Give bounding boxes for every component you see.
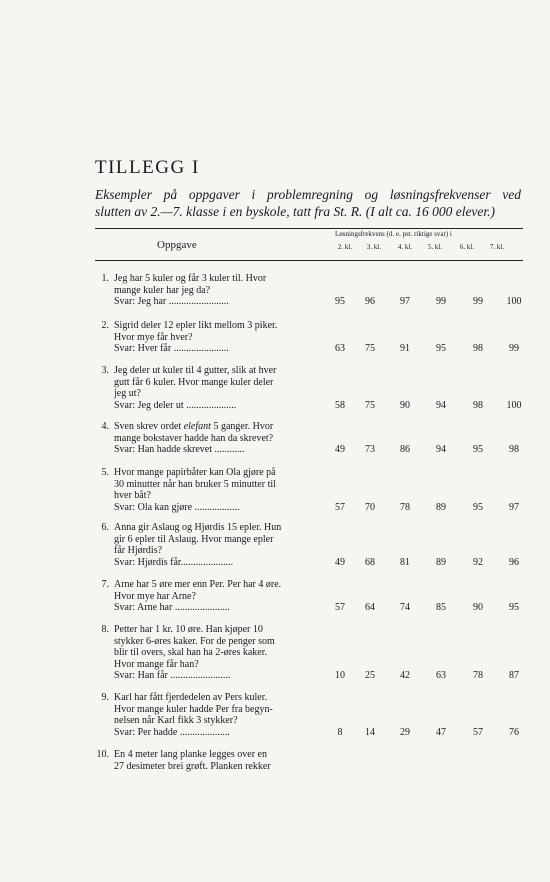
task-number: 7. <box>101 579 109 590</box>
frequency-value: 49 <box>335 556 345 568</box>
frequency-value: 63 <box>436 670 446 681</box>
header-bottom-rule <box>95 260 523 261</box>
task-line: Svar: Jeg har ........................ <box>114 296 229 307</box>
task-text <box>114 320 326 355</box>
frequency-value: 100 <box>506 296 522 307</box>
frequency-value: 98 <box>509 444 519 455</box>
task-line: blir til overs, skal han ha 2-øres kaker. <box>114 647 268 658</box>
frequency-value: 89 <box>436 501 446 513</box>
subtitle-line: Eksempler på oppgaver i problemregning og løsningsfrekvenser ved <box>95 187 521 202</box>
frequency-value: 97 <box>400 296 410 307</box>
task-text <box>114 692 326 738</box>
column-label-oppgave: Oppgave <box>157 239 197 251</box>
frequency-value: 74 <box>400 602 410 613</box>
frequency-value: 87 <box>509 670 519 681</box>
frequency-value: 95 <box>335 296 345 307</box>
frequency-value: 98 <box>473 399 483 411</box>
grade-header: 5. kl. <box>427 243 443 251</box>
task-number: 10. <box>96 749 109 760</box>
task-text <box>114 365 326 411</box>
frequency-value: 68 <box>365 556 375 568</box>
task-number: 4. <box>101 421 109 432</box>
task-line: Jeg har 5 kuler og får 3 kuler til. Hvor <box>114 273 267 284</box>
task-line: Hvor mye får hver? <box>114 331 193 343</box>
task-line: Svar: Hver får ...................... <box>114 343 229 354</box>
task-line: Jeg deler ut kuler til 4 gutter, slik at hver <box>114 365 277 376</box>
task-line: mange kuler har jeg da? <box>114 284 211 296</box>
subtitle-line: slutten av 2.—7. klasse i en byskole, tatt fra St. R. (I alt ca. 16 000 elever.) <box>95 204 496 219</box>
task-text <box>114 749 326 772</box>
task-line: 27 desimeter brei grøft. Planken rekker <box>114 760 271 772</box>
frequency-value: 57 <box>335 602 345 613</box>
frequency-value: 99 <box>509 343 519 354</box>
task-line: Svar: Per hadde .................... <box>114 726 230 738</box>
task-line: Hvor mye har Arne? <box>114 590 196 602</box>
grade-header: 7. kl. <box>489 243 505 251</box>
frequency-value: 94 <box>436 444 446 455</box>
task-line: Hvor mange papirbåter kan Ola gjøre på <box>114 467 276 478</box>
task-line: hver båt? <box>114 490 151 501</box>
frequency-value: 47 <box>436 726 446 738</box>
task-number: 8. <box>101 624 109 635</box>
task-line: Svar: Arne har ...................... <box>114 602 230 613</box>
task-text <box>114 273 326 308</box>
frequency-value: 92 <box>473 556 483 568</box>
frequency-value: 75 <box>365 399 375 411</box>
task-text <box>114 522 326 568</box>
page-title: TILLEGG I <box>95 157 200 178</box>
frequency-value: 57 <box>473 726 483 738</box>
frequency-value: 10 <box>335 670 345 681</box>
frequency-value: 100 <box>506 399 522 411</box>
frequency-value: 73 <box>365 444 375 455</box>
frequency-value: 76 <box>509 726 519 738</box>
frequency-value: 95 <box>436 343 446 354</box>
task-line: jeg ut? <box>114 388 141 399</box>
frequency-value: 57 <box>335 501 345 513</box>
task-line: stykker 6-øres kaker. For de penger som <box>114 635 275 647</box>
task-number: 5. <box>101 467 109 478</box>
task-line: 30 minutter når han bruker 5 minutter til <box>114 478 276 490</box>
task-text <box>114 579 326 614</box>
task-line: Svar: Han hadde skrevet ............ <box>114 444 245 455</box>
task-text <box>114 624 326 682</box>
task-line: Hvor mange får han? <box>114 658 199 670</box>
frequency-value: 25 <box>365 670 375 681</box>
frequency-value: 89 <box>436 556 446 568</box>
frequency-value: 95 <box>473 444 483 455</box>
grade-header: 6. kl. <box>459 243 475 251</box>
frequency-value: 78 <box>473 670 483 681</box>
task-number: 6. <box>101 522 109 533</box>
frequency-value: 8 <box>337 726 343 738</box>
frequency-value: 70 <box>365 501 375 513</box>
task-number: 1. <box>101 273 109 284</box>
task-line: Svar: Jeg deler ut .................... <box>114 399 237 411</box>
task-line: Hvor mange kuler hadde Per fra begyn- <box>114 703 273 715</box>
frequency-value: 63 <box>335 343 345 354</box>
task-line: Petter har 1 kr. 10 øre. Han kjøper 10 <box>114 624 263 635</box>
task-number: 2. <box>101 320 109 331</box>
task-text <box>114 467 326 513</box>
task-text <box>114 421 326 456</box>
frequency-value: 95 <box>509 602 519 613</box>
frequency-value: 58 <box>335 399 345 411</box>
frequency-value: 99 <box>436 296 446 307</box>
grade-header: 2. kl. <box>337 243 353 251</box>
task-line: mange bokstaver hadde han da skrevet? <box>114 432 274 444</box>
frequency-value: 98 <box>473 343 483 354</box>
frequency-value: 91 <box>400 343 410 354</box>
frequency-value: 94 <box>436 399 446 411</box>
grade-header: 3. kl. <box>366 243 382 251</box>
frequency-value: 14 <box>365 726 375 738</box>
task-line: Svar: Han får ........................ <box>114 670 231 681</box>
frequency-value: 86 <box>400 444 410 455</box>
task-line: Karl har fått fjerdedelen av Pers kuler. <box>114 692 267 703</box>
task-line: Svar: Ola kan gjøre .................. <box>114 501 240 513</box>
subtitle <box>95 186 521 220</box>
task-line: Svar: Hjørdis får..................... <box>114 556 234 568</box>
grade-header: 4. kl. <box>397 243 413 251</box>
task-line: får Hjørdis? <box>114 545 163 556</box>
frequency-value: 42 <box>400 670 410 681</box>
frequency-value: 64 <box>365 602 375 613</box>
frequency-value: 81 <box>400 556 410 568</box>
frequency-value: 49 <box>335 444 345 455</box>
frequency-value: 96 <box>365 296 375 307</box>
frequency-value: 78 <box>400 501 410 513</box>
frequency-value: 96 <box>509 556 519 568</box>
task-line: gir 6 epler til Aslaug. Hvor mange epler <box>114 533 274 545</box>
task-line: Sven skrev ordet elefant 5 ganger. Hvor <box>114 421 274 432</box>
task-line: Arne har 5 øre mer enn Per. Per har 4 øre. <box>114 579 282 590</box>
frequency-value: 29 <box>400 726 410 738</box>
header-top-rule <box>95 228 523 229</box>
frequency-value: 95 <box>473 501 483 513</box>
task-number: 9. <box>101 692 109 703</box>
task-number: 3. <box>101 365 109 376</box>
task-line: gutt får 6 kuler. Hvor mange kuler deler <box>114 376 274 388</box>
task-line: En 4 meter lang planke legges over en <box>114 749 267 760</box>
task-line: Sigrid deler 12 epler likt mellom 3 piker. <box>114 320 278 331</box>
task-line: nelsen når Karl fikk 3 stykker? <box>114 715 238 726</box>
frequency-value: 75 <box>365 343 375 354</box>
frequency-value: 90 <box>473 602 483 613</box>
frequency-value: 90 <box>400 399 410 411</box>
task-line: Anna gir Aslaug og Hjørdis 15 epler. Hun <box>114 522 282 533</box>
frequency-title: Løsningsfrekvens (d. e. pst. riktige svar) i <box>335 230 452 238</box>
frequency-value: 97 <box>509 501 519 513</box>
frequency-value: 85 <box>436 602 446 613</box>
frequency-value: 99 <box>473 296 483 307</box>
